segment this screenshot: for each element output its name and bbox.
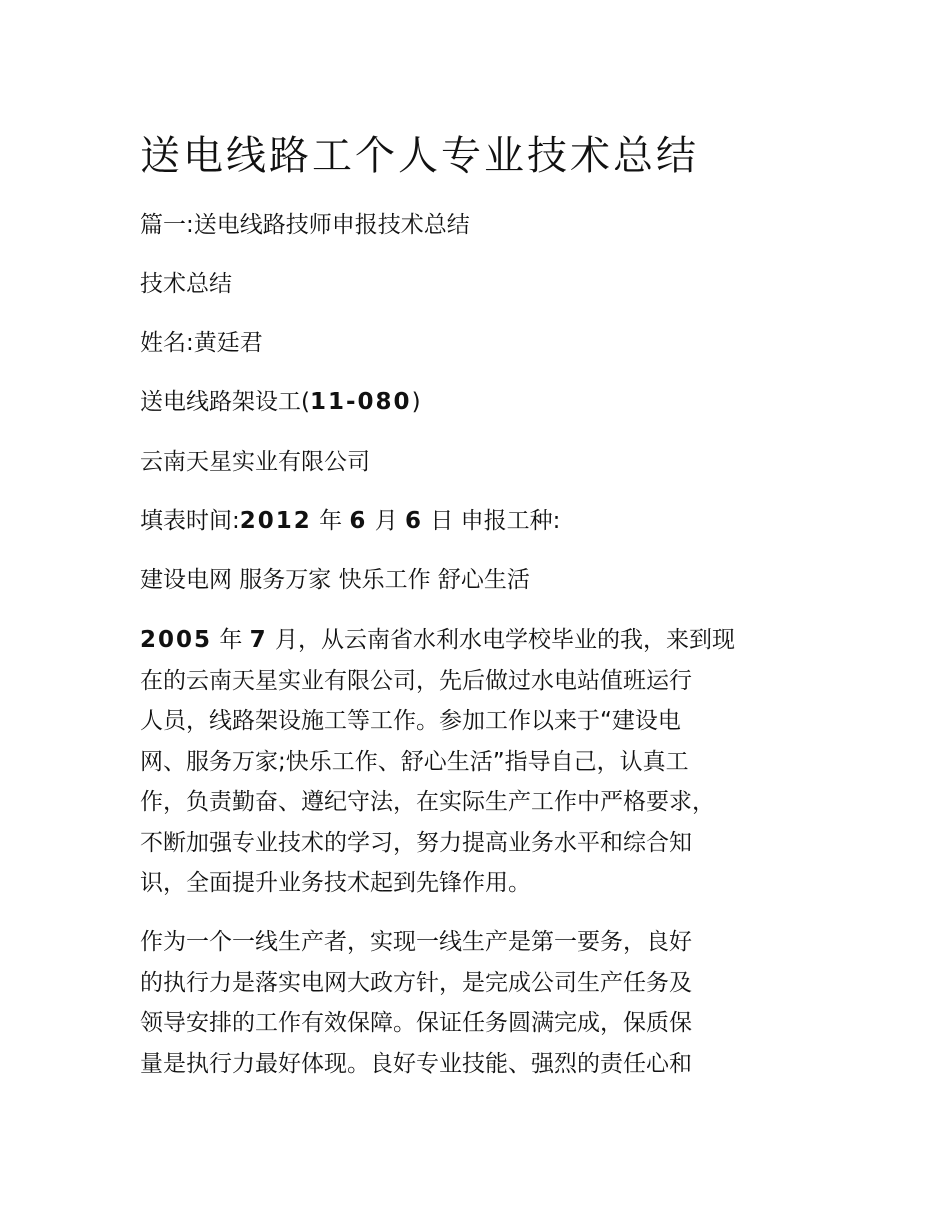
paragraph-1-line-1 (140, 620, 820, 661)
date-year: 2012 (239, 508, 312, 534)
trade-line (140, 385, 421, 419)
paragraph-2-line-2: 的执行力是落实电网大政方针，是完成公司生产任务及 (140, 969, 692, 996)
date-label: 填表时间: (140, 508, 240, 534)
paragraph-1-year-unit: 年 (212, 627, 250, 653)
date-day: 6 (405, 508, 424, 534)
paragraph-1-line-1-rest: 月，从云南省水利水电学校毕业的我，来到现 (267, 627, 735, 653)
document-title: 送电线路工个人专业技术总结 (140, 133, 699, 179)
paragraph-1-line-4: 网、服务万家;快乐工作、舒心生活”指导自己，认真工 (140, 748, 689, 775)
date-line (140, 504, 560, 538)
paragraph-2 (140, 922, 820, 1084)
paragraph-1-year: 2005 (140, 627, 213, 653)
date-month: 6 (349, 508, 368, 534)
date-year-unit: 年 (311, 508, 350, 534)
paragraph-1-line-3: 人员，线路架设施工等工作。参加工作以来于“建设电 (140, 708, 681, 734)
paragraph-1-line-2: 在的云南天星实业有限公司，先后做过水电站值班运行 (140, 667, 692, 694)
paragraph-1 (140, 620, 820, 904)
paragraph-1-line-5: 作，负责勤奋、遵纪守法，在实际生产工作中严格要求， (140, 789, 715, 815)
trade-code: 11-080 (309, 389, 412, 415)
date-day-unit: 日 申报工种: (423, 508, 561, 534)
section-heading: 技术总结 (140, 271, 232, 297)
paragraph-2-line-3: 领导安排的工作有效保障。保证任务圆满完成，保质保 (140, 1010, 692, 1036)
paragraph-1-month: 7 (249, 627, 268, 653)
name-line: 姓名:黄廷君 (140, 330, 263, 356)
company-line: 云南天星实业有限公司 (140, 449, 370, 475)
date-month-unit: 月 (367, 508, 406, 534)
article-heading: 篇一:送电线路技师申报技术总结 (140, 212, 470, 238)
paragraph-2-line-1: 作为一个一线生产者，实现一线生产是第一要务，良好 (140, 929, 692, 955)
slogan-line: 建设电网 服务万家 快乐工作 舒心生活 (140, 567, 530, 593)
trade-suffix: ) (411, 389, 421, 415)
trade-prefix: 送电线路架设工( (140, 389, 310, 415)
paragraph-1-line-7: 识，全面提升业务技术起到先锋作用。 (140, 870, 531, 896)
paragraph-1-line-6: 不断加强专业技术的学习，努力提高业务水平和综合知 (140, 829, 692, 856)
paragraph-2-line-4: 量是执行力最好体现。良好专业技能、强烈的责任心和 (140, 1050, 692, 1077)
